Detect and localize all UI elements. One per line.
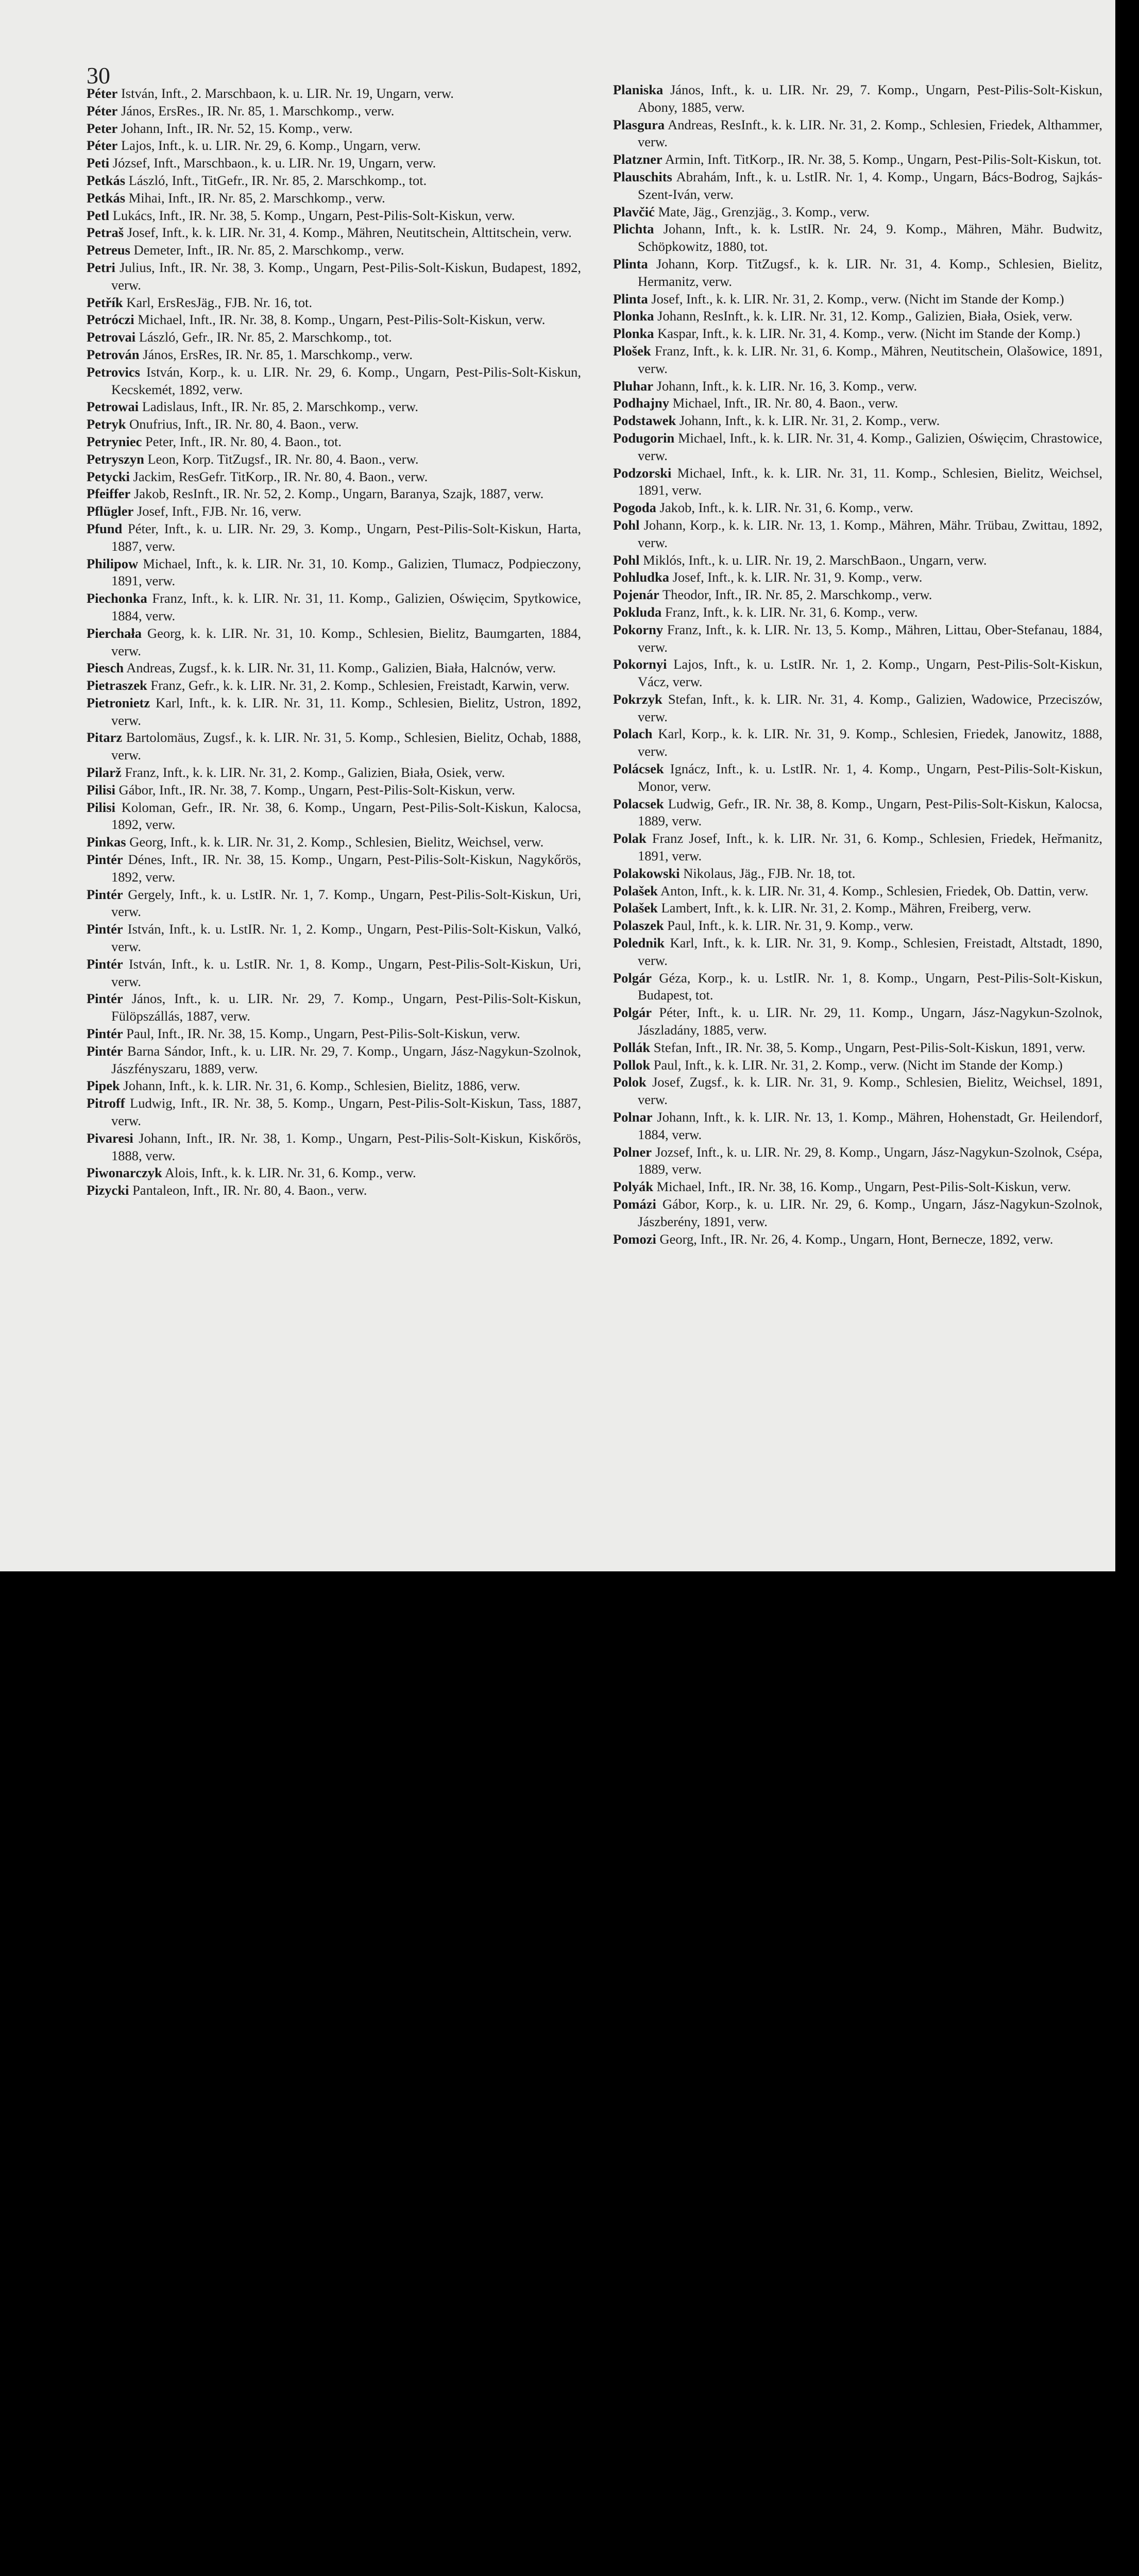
entry-details: Johann, ResInft., k. k. LIR. Nr. 31, 12. Komp., Galizien, Biała, Osiek, verw. (657, 308, 1073, 324)
register-entry (613, 291, 1102, 308)
entry-surname: Polašek (613, 883, 658, 899)
entry-details: Jakob, Inft., k. k. LIR. Nr. 31, 6. Komp., verw. (659, 500, 913, 516)
entry-surname: Polakowski (613, 865, 680, 881)
entry-surname: Pluhar (613, 378, 654, 394)
entry-surname: Pierchała (87, 625, 142, 641)
entry-surname: Plinta (613, 256, 648, 272)
register-entry (613, 1144, 1102, 1179)
entry-details: Gábor, Korp., k. u. LIR. Nr. 29, 6. Komp., Ungarn, Jász-Nagykun-Szolnok, Jászberény, 1891, verw. (638, 1196, 1102, 1229)
entry-details: Paul, Inft., IR. Nr. 38, 15. Komp., Ungarn, Pest-Pilis-Solt-Kiskun, verw. (126, 1026, 520, 1042)
entry-surname: Petkás (87, 172, 126, 188)
entry-surname: Polaszek (613, 918, 664, 934)
entry-details: Dénes, Inft., IR. Nr. 38, 15. Komp., Ungarn, Pest-Pilis-Solt-Kiskun, Nagykőrös, 1892, verw. (111, 852, 581, 885)
entry-surname: Polednik (613, 935, 665, 951)
entry-details: Johann, Inft., k. k. LIR. Nr. 13, 1. Komp., Mähren, Hohenstadt, Gr. Heilendorf, 1884, verw. (638, 1109, 1103, 1142)
register-entry (613, 1231, 1102, 1248)
entry-details: Jozsef, Inft., k. u. LIR. Nr. 29, 8. Komp., Ungarn, Jász-Nagykun-Szolnok, Csépa, 1889, verw. (638, 1144, 1102, 1177)
entry-details: Josef, Inft., FJB. Nr. 16, verw. (137, 503, 302, 519)
entry-details: Ludwig, Gefr., IR. Nr. 38, 8. Komp., Ungarn, Pest-Pilis-Solt-Kiskun, Kalocsa, 1889, verw. (638, 795, 1102, 829)
entry-surname: Pogoda (613, 500, 656, 516)
entry-surname: Pipek (87, 1078, 120, 1094)
entry-details: Onufrius, Inft., IR. Nr. 80, 4. Baon., verw. (129, 416, 359, 432)
entry-details: István, Inft., 2. Marschbaon, k. u. LIR. Nr. 19, Ungarn, verw. (121, 86, 454, 101)
entry-details: Kaspar, Inft., k. k. LIR. Nr. 31, 4. Komp., verw. (Nicht im Stande der Komp.) (657, 326, 1080, 342)
entry-details: Paul, Inft., k. k. LIR. Nr. 31, 9. Komp., verw. (667, 918, 913, 934)
entry-surname: Pintér (87, 956, 123, 972)
register-entry (613, 412, 1102, 430)
entry-surname: Plošek (613, 343, 651, 359)
entry-details: Franz, Inft., k. k. LIR. Nr. 31, 6. Komp., Mähren, Neutitschein, Olašowice, 1891, verw. (638, 343, 1103, 376)
entry-surname: Polyák (613, 1179, 654, 1195)
entry-details: Bartolomäus, Zugsf., k. k. LIR. Nr. 31, 5. Komp., Schlesien, Bielitz, Ochab, 1888, verw. (111, 730, 582, 763)
entry-details: Anton, Inft., k. k. LIR. Nr. 31, 4. Komp., Schlesien, Friedek, Ob. Dattin, verw. (660, 883, 1089, 899)
entry-surname: Pfund (87, 520, 123, 536)
entry-details: Franz Josef, Inft., k. k. LIR. Nr. 31, 6. Komp., Schlesien, Friedek, Heřmanitz, 1891, verw. (638, 831, 1102, 864)
entry-details: Lambert, Inft., k. k. LIR. Nr. 31, 2. Komp., Mähren, Freiberg, verw. (661, 900, 1031, 916)
entry-details: Franz, Inft., k. k. LIR. Nr. 31, 11. Komp., Galizien, Oświęcim, Spytkowice, 1884, verw. (111, 590, 581, 623)
entry-details: Johann, Korp. TitZugsf., k. k. LIR. Nr. 31, 4. Komp., Schlesien, Bielitz, Hermanitz, verw. (638, 256, 1103, 289)
register-entry (87, 590, 581, 625)
entry-surname: Pilisi (87, 799, 115, 815)
entry-details: Josef, Inft., k. k. LIR. Nr. 31, 9. Komp., verw. (672, 569, 923, 585)
register-entry (613, 204, 1102, 221)
entry-surname: Piechonka (87, 590, 147, 606)
entry-surname: Philipow (87, 555, 139, 571)
entry-surname: Podugorin (613, 430, 675, 446)
register-entry (613, 970, 1102, 1005)
entry-details: Michael, Inft., IR. Nr. 80, 4. Baon., verw. (672, 395, 898, 411)
register-entry (87, 1130, 581, 1165)
register-entry (613, 569, 1102, 586)
register-entry (87, 782, 581, 799)
register-entry (613, 1057, 1102, 1074)
entry-details: Michael, Inft., k. k. LIR. Nr. 31, 11. Komp., Schlesien, Bielitz, Weichsel, 1891, verw. (638, 465, 1102, 498)
register-entry (87, 137, 581, 155)
entry-details: Johann, Inft., k. k. LIR. Nr. 31, 6. Komp., Schlesien, Bielitz, 1886, verw. (123, 1078, 520, 1094)
entry-surname: Pohl (613, 517, 640, 533)
entry-surname: Pomázi (613, 1196, 656, 1212)
entry-surname: Pivaresi (87, 1130, 133, 1146)
entry-surname: Petreus (87, 242, 130, 258)
register-entry (613, 604, 1102, 621)
register-entry (613, 430, 1102, 465)
entry-surname: Pitroff (87, 1095, 125, 1111)
register-entry (87, 364, 581, 399)
entry-details: Mate, Jäg., Grenzjäg., 3. Komp., verw. (658, 204, 870, 219)
register-entry (87, 329, 581, 346)
entry-details: Ignácz, Inft., k. u. LstIR. Nr. 1, 4. Komp., Ungarn, Pest-Pilis-Solt-Kiskun, Monor, verw. (638, 761, 1102, 794)
register-entry (613, 865, 1102, 883)
entry-surname: Pollok (613, 1057, 651, 1073)
entry-details: Andreas, ResInft., k. k. LIR. Nr. 31, 2. Komp., Schlesien, Friedek, Althammer, verw. (638, 116, 1102, 150)
entry-surname: Pohludka (613, 569, 670, 585)
register-entry (613, 395, 1102, 412)
entry-details: Lukács, Inft., IR. Nr. 38, 5. Komp., Ungarn, Pest-Pilis-Solt-Kiskun, verw. (112, 207, 515, 223)
entry-surname: Pizycki (87, 1182, 129, 1198)
entry-surname: Petrovai (87, 329, 136, 345)
entry-surname: Pintér (87, 1026, 123, 1042)
register-entry (87, 224, 581, 242)
entry-details: Michael, Inft., k. k. LIR. Nr. 31, 4. Komp., Galizien, Oświęcim, Chrastowice, verw. (638, 430, 1102, 463)
entry-details: Paul, Inft., k. k. LIR. Nr. 31, 2. Komp., verw. (Nicht im Stande der Komp.) (653, 1057, 1063, 1073)
entry-details: Georg, Inft., k. k. LIR. Nr. 31, 2. Komp., Schlesien, Bielitz, Weichsel, verw. (129, 834, 544, 850)
entry-details: Johann, Inft., k. k. LIR. Nr. 16, 3. Komp., verw. (656, 378, 917, 394)
entry-details: Karl, ErsResJäg., FJB. Nr. 16, tot. (126, 294, 312, 310)
register-entry (87, 1164, 581, 1182)
entry-surname: Polnar (613, 1109, 653, 1125)
register-entry (87, 155, 581, 172)
register-entry (613, 1039, 1102, 1057)
entry-surname: Polak (613, 831, 647, 846)
entry-surname: Petrován (87, 346, 140, 362)
entry-details: Alois, Inft., k. k. LIR. Nr. 31, 6. Komp., verw. (164, 1165, 416, 1181)
register-entry (613, 552, 1102, 569)
register-entry (613, 917, 1102, 935)
register-entry (613, 691, 1102, 726)
entry-surname: Plasgura (613, 116, 665, 132)
entry-surname: Polácsek (613, 761, 664, 777)
entry-details: Gergely, Inft., k. u. LstIR. Nr. 1, 7. Komp., Ungarn, Pest-Pilis-Solt-Kiskun, Uri, verw. (111, 886, 582, 920)
register-entry (87, 451, 581, 468)
entry-details: Jakob, ResInft., IR. Nr. 52, 2. Komp., Ungarn, Baranya, Szajk, 1887, verw. (133, 486, 544, 502)
entry-details: Jackim, ResGefr. TitKorp., IR. Nr. 80, 4. Baon., verw. (133, 468, 428, 484)
entry-surname: Platzner (613, 151, 662, 167)
register-entry (87, 694, 581, 730)
register-entry (87, 172, 581, 190)
register-entry (87, 294, 581, 312)
entry-surname: Pokrzyk (613, 691, 662, 707)
entry-surname: Plavčić (613, 204, 655, 219)
register-entry (87, 190, 581, 207)
entry-surname: Polašek (613, 900, 658, 916)
register-entry (87, 503, 581, 520)
entry-surname: Plinta (613, 291, 648, 307)
entry-surname: Plichta (613, 221, 654, 237)
register-entry (87, 1182, 581, 1199)
entry-details: Péter, Inft., k. u. LIR. Nr. 29, 11. Komp., Ungarn, Jász-Nagykun-Szolnok, Jászladány, 1885, verw. (638, 1005, 1103, 1038)
register-entry (613, 935, 1102, 970)
entry-surname: Petrovics (87, 364, 140, 380)
register-entry (87, 764, 581, 782)
entry-surname: Pfeiffer (87, 486, 131, 502)
entry-details: László, Inft., TitGefr., IR. Nr. 85, 2. Marschkomp., tot. (128, 172, 427, 188)
register-entry (613, 221, 1102, 256)
register-entry (87, 416, 581, 433)
entry-details: Abrahám, Inft., k. u. LstIR. Nr. 1, 4. Komp., Ungarn, Bács-Bodrog, Sajkás-Szent-Iván, verw. (638, 168, 1103, 202)
entry-surname: Pflügler (87, 503, 134, 519)
entry-details: Franz, Inft., k. k. LIR. Nr. 13, 5. Komp., Mähren, Littau, Ober-Stefanau, 1884, verw. (638, 621, 1103, 655)
left-column (87, 85, 581, 1199)
register-entry (613, 883, 1102, 900)
entry-details: Géza, Korp., k. u. LstIR. Nr. 1, 8. Komp., Ungarn, Pest-Pilis-Solt-Kiskun, Budapest, tot. (638, 970, 1102, 1003)
entry-surname: Pilarž (87, 765, 122, 781)
entry-details: Ludwig, Inft., IR. Nr. 38, 5. Komp., Ungarn, Pest-Pilis-Solt-Kiskun, Tass, 1887, verw. (111, 1095, 582, 1129)
register-entry (87, 433, 581, 451)
register-entry (613, 1178, 1102, 1196)
entry-surname: Pitarz (87, 730, 123, 745)
entry-details: István, Inft., k. u. LstIR. Nr. 1, 2. Komp., Ungarn, Pest-Pilis-Solt-Kiskun, Valkó, verw. (111, 921, 581, 955)
register-entry (613, 81, 1102, 116)
entry-surname: Pintér (87, 886, 123, 902)
entry-surname: Peti (87, 155, 110, 171)
entry-surname: Piwonarczyk (87, 1165, 162, 1181)
register-entry (87, 834, 581, 851)
entry-details: Armin, Inft. TitKorp., IR. Nr. 38, 5. Komp., Ungarn, Pest-Pilis-Solt-Kiskun, tot. (665, 151, 1102, 167)
entry-surname: Plauschits (613, 168, 672, 184)
entry-details: István, Inft., k. u. LstIR. Nr. 1, 8. Komp., Ungarn, Pest-Pilis-Solt-Kiskun, Uri, verw. (111, 956, 582, 989)
entry-surname: Pintér (87, 1043, 123, 1059)
entry-surname: Pintér (87, 921, 123, 937)
entry-details: Josef, Zugsf., k. k. LIR. Nr. 31, 9. Komp., Schlesien, Bielitz, Weichsel, 1891, verw. (638, 1074, 1102, 1108)
entry-details: Josef, Inft., k. k. LIR. Nr. 31, 4. Komp., Mähren, Neutitschein, Alttitschein, verw. (127, 225, 572, 241)
register-entry (87, 207, 581, 225)
entry-details: Michael, Inft., IR. Nr. 38, 16. Komp., Ungarn, Pest-Pilis-Solt-Kiskun, verw. (656, 1179, 1071, 1195)
entry-details: Koloman, Gefr., IR. Nr. 38, 6. Komp., Ungarn, Pest-Pilis-Solt-Kiskun, Kalocsa, 1892, verw. (111, 799, 581, 833)
register-entry (87, 398, 581, 416)
register-entry (613, 795, 1102, 831)
register-entry (87, 103, 581, 120)
register-entry (87, 851, 581, 886)
register-entry (87, 921, 581, 956)
entry-surname: Petrowai (87, 399, 139, 415)
entry-surname: Polgár (613, 970, 652, 986)
entry-details: Karl, Inft., k. k. LIR. Nr. 31, 11. Komp., Schlesien, Bielitz, Ustron, 1892, verw. (111, 694, 582, 728)
entry-details: Franz, Inft., k. k. LIR. Nr. 31, 2. Komp., Galizien, Biała, Osiek, verw. (125, 765, 505, 781)
entry-surname: Polner (613, 1144, 652, 1160)
entry-details: Nikolaus, Jäg., FJB. Nr. 18, tot. (683, 865, 856, 881)
entry-details: Georg, Inft., IR. Nr. 26, 4. Komp., Ungarn, Hont, Bernecze, 1892, verw. (659, 1231, 1053, 1247)
register-entry (613, 378, 1102, 395)
register-entry (613, 1109, 1102, 1144)
viewer-footer (0, 1571, 1139, 1704)
entry-surname: Petryniec (87, 433, 142, 449)
register-entry (87, 1077, 581, 1095)
entry-surname: Pietronietz (87, 694, 150, 710)
entry-details: Franz, Gefr., k. k. LIR. Nr. 31, 2. Komp., Schlesien, Freistadt, Karwin, verw. (150, 677, 570, 693)
entry-surname: Pollák (613, 1039, 651, 1055)
entry-surname: Petraš (87, 225, 124, 241)
entry-surname: Petl (87, 207, 110, 223)
entry-details: Leon, Korp. TitZugsf., IR. Nr. 80, 4. Baon., verw. (147, 451, 419, 467)
entry-details: Stefan, Inft., k. k. LIR. Nr. 31, 4. Komp., Galizien, Wadowice, Przeciszów, verw. (638, 691, 1103, 724)
entry-details: Peter, Inft., IR. Nr. 80, 4. Baon., tot. (145, 433, 342, 449)
entry-surname: Plonka (613, 308, 654, 324)
register-entry (87, 520, 581, 555)
entry-surname: Pinkas (87, 834, 126, 850)
register-entry (613, 465, 1102, 500)
register-entry (613, 830, 1102, 865)
entry-details: János, Inft., k. u. LIR. Nr. 29, 7. Komp., Ungarn, Pest-Pilis-Solt-Kiskun, Fülöpszállás, 1887, verw. (111, 991, 581, 1024)
entry-details: Gábor, Inft., IR. Nr. 38, 7. Komp., Ungarn, Pest-Pilis-Solt-Kiskun, verw. (118, 782, 515, 798)
entry-surname: Pilisi (87, 782, 115, 798)
entry-details: János, Inft., k. u. LIR. Nr. 29, 7. Komp., Ungarn, Pest-Pilis-Solt-Kiskun, Abony, 1885, verw. (638, 82, 1103, 115)
entry-surname: Pintér (87, 852, 123, 868)
entry-surname: Pomozi (613, 1231, 656, 1247)
register-entry (613, 586, 1102, 604)
entry-surname: Polacsek (613, 795, 664, 811)
entry-surname: Pintér (87, 991, 123, 1007)
register-entry (87, 311, 581, 329)
entry-details: Karl, Inft., k. k. LIR. Nr. 31, 9. Komp., Schlesien, Freistadt, Altstadt, 1890, verw. (638, 935, 1103, 968)
entry-details: Theodor, Inft., IR. Nr. 85, 2. Marschkomp., verw. (662, 587, 932, 603)
entry-details: Johann, Inft., k. k. LIR. Nr. 31, 2. Komp., verw. (679, 413, 940, 429)
entry-surname: Petri (87, 259, 115, 275)
entry-details: Franz, Inft., k. k. LIR. Nr. 31, 6. Komp., verw. (665, 604, 918, 620)
entry-details: Johann, Korp., k. k. LIR. Nr. 13, 1. Komp., Mähren, Mähr. Trübau, Zwittau, 1892, verw. (638, 517, 1102, 550)
register-entry (87, 555, 581, 590)
register-entry (613, 151, 1102, 168)
entry-surname: Podzorski (613, 465, 672, 481)
register-entry (613, 1004, 1102, 1039)
entry-details: Julius, Inft., IR. Nr. 38, 3. Komp., Ungarn, Pest-Pilis-Solt-Kiskun, Budapest, 1892, verw. (111, 259, 581, 293)
entry-details: József, Inft., Marschbaon., k. u. LIR. Nr. 19, Ungarn, verw. (112, 155, 436, 171)
register-entry (87, 729, 581, 764)
entry-details: Michael, Inft., k. k. LIR. Nr. 31, 10. Komp., Galizien, Tlumacz, Podpieczony, 1891, verw. (111, 555, 582, 589)
entry-surname: Plonka (613, 326, 654, 342)
entry-details: Ladislaus, Inft., IR. Nr. 85, 2. Marschkomp., verw. (142, 399, 418, 415)
entry-surname: Polok (613, 1074, 647, 1090)
register-entry (87, 120, 581, 138)
register-entry (87, 259, 581, 294)
entry-surname: Pojenár (613, 587, 659, 603)
entry-surname: Péter (87, 86, 118, 101)
register-entry (613, 517, 1102, 552)
entry-details: Miklós, Inft., k. u. LIR. Nr. 19, 2. MarschBaon., Ungarn, verw. (643, 552, 987, 568)
entry-surname: Piesch (87, 660, 124, 676)
register-entry (613, 325, 1102, 343)
entry-details: Johann, Inft., IR. Nr. 38, 1. Komp., Ungarn, Pest-Pilis-Solt-Kiskun, Kiskőrös, 1888, verw. (111, 1130, 581, 1163)
entry-surname: Peter (87, 120, 118, 136)
entry-surname: Polach (613, 726, 653, 742)
register-entry (87, 956, 581, 991)
page-number: 30 (87, 62, 110, 89)
entry-surname: Podstawek (613, 413, 676, 429)
entry-surname: Petryszyn (87, 451, 144, 467)
register-entry (613, 116, 1102, 151)
register-entry (87, 85, 581, 103)
entry-surname: Polgár (613, 1005, 652, 1021)
register-entry (87, 242, 581, 259)
entry-surname: Planiska (613, 82, 664, 97)
entry-details: Stefan, Inft., IR. Nr. 38, 5. Komp., Ungarn, Pest-Pilis-Solt-Kiskun, 1891, verw. (653, 1039, 1085, 1055)
register-entry (613, 343, 1102, 378)
entry-surname: Petróczi (87, 312, 134, 328)
entry-details: Johann, Inft., IR. Nr. 52, 15. Komp., verw. (121, 120, 353, 136)
entry-surname: Petryk (87, 416, 126, 432)
register-entry (87, 485, 581, 503)
register-entry (87, 1043, 581, 1078)
entry-details: Georg, k. k. LIR. Nr. 31, 10. Komp., Schlesien, Bielitz, Baumgarten, 1884, verw. (111, 625, 582, 658)
entry-details: Péter, Inft., k. u. LIR. Nr. 29, 3. Komp., Ungarn, Pest-Pilis-Solt-Kiskun, Harta, 1887, verw. (111, 520, 581, 554)
register-entry (87, 346, 581, 364)
entry-surname: Petycki (87, 468, 130, 484)
register-entry (613, 308, 1102, 325)
entry-details: Mihai, Inft., IR. Nr. 85, 2. Marschkomp., verw. (128, 190, 385, 206)
register-entry (613, 256, 1102, 291)
entry-surname: Podhajny (613, 395, 669, 411)
entry-details: Demeter, Inft., IR. Nr. 85, 2. Marschkomp., verw. (133, 242, 404, 258)
register-entry (87, 886, 581, 921)
entry-details: Andreas, Zugsf., k. k. LIR. Nr. 31, 11. Komp., Galizien, Biała, Halcnów, verw. (126, 660, 556, 676)
entry-surname: Péter (87, 138, 118, 154)
entry-details: János, ErsRes, IR. Nr. 85, 1. Marschkomp., verw. (143, 346, 413, 362)
entry-surname: Pietraszek (87, 677, 147, 693)
entry-details: Lajos, Inft., k. u. LstIR. Nr. 1, 2. Komp., Ungarn, Pest-Pilis-Solt-Kiskun, Vácz, verw. (638, 656, 1102, 690)
register-entry (87, 468, 581, 486)
entry-details: Lajos, Inft., k. u. LIR. Nr. 29, 6. Komp., Ungarn, verw. (121, 138, 421, 154)
register-entry (87, 677, 581, 694)
entry-details: János, ErsRes., IR. Nr. 85, 1. Marschkomp., verw. (121, 103, 395, 118)
register-entry (613, 1196, 1102, 1231)
register-entry (613, 1074, 1102, 1109)
register-entry (87, 625, 581, 660)
entry-details: Michael, Inft., IR. Nr. 38, 8. Komp., Ungarn, Pest-Pilis-Solt-Kiskun, verw. (138, 312, 546, 328)
register-entry (613, 760, 1102, 795)
entry-surname: Pohl (613, 552, 640, 568)
register-entry (613, 499, 1102, 517)
entry-details: István, Korp., k. u. LIR. Nr. 29, 6. Komp., Ungarn, Pest-Pilis-Solt-Kiskun, Kecskemét, 1892, verw. (111, 364, 582, 397)
entry-surname: Petkás (87, 190, 126, 206)
entry-details: László, Gefr., IR. Nr. 85, 2. Marschkomp., tot. (139, 329, 392, 345)
entry-surname: Pokluda (613, 604, 662, 620)
register-entry (87, 799, 581, 834)
entry-details: Johann, Inft., k. k. LstIR. Nr. 24, 9. Komp., Mähren, Mähr. Budwitz, Schöpkowitz, 1880, tot. (638, 221, 1102, 255)
register-entry (87, 659, 581, 677)
register-entry (87, 990, 581, 1025)
register-entry (87, 1095, 581, 1130)
entry-surname: Péter (87, 103, 118, 118)
register-entry (613, 725, 1102, 760)
entry-details: Karl, Korp., k. k. LIR. Nr. 31, 9. Komp., Schlesien, Friedek, Janowitz, 1888, verw. (638, 726, 1102, 759)
entry-surname: Petřík (87, 294, 123, 310)
entry-details: Pantaleon, Inft., IR. Nr. 80, 4. Baon., verw. (132, 1182, 367, 1198)
register-entry (87, 1025, 581, 1043)
entry-surname: Pokornyi (613, 656, 667, 672)
register-entry (613, 168, 1102, 204)
entry-surname: Pokorny (613, 621, 664, 637)
register-entry (613, 621, 1102, 656)
entry-details: Josef, Inft., k. k. LIR. Nr. 31, 2. Komp., verw. (Nicht im Stande der Komp.) (651, 291, 1064, 307)
right-column (613, 81, 1102, 1248)
register-entry (613, 900, 1102, 917)
register-entry (613, 656, 1102, 691)
entry-details: Barna Sándor, Inft., k. u. LIR. Nr. 29, 7. Komp., Ungarn, Jász-Nagykun-Szolnok, Jászfényszaru, 1889, verw. (111, 1043, 582, 1076)
